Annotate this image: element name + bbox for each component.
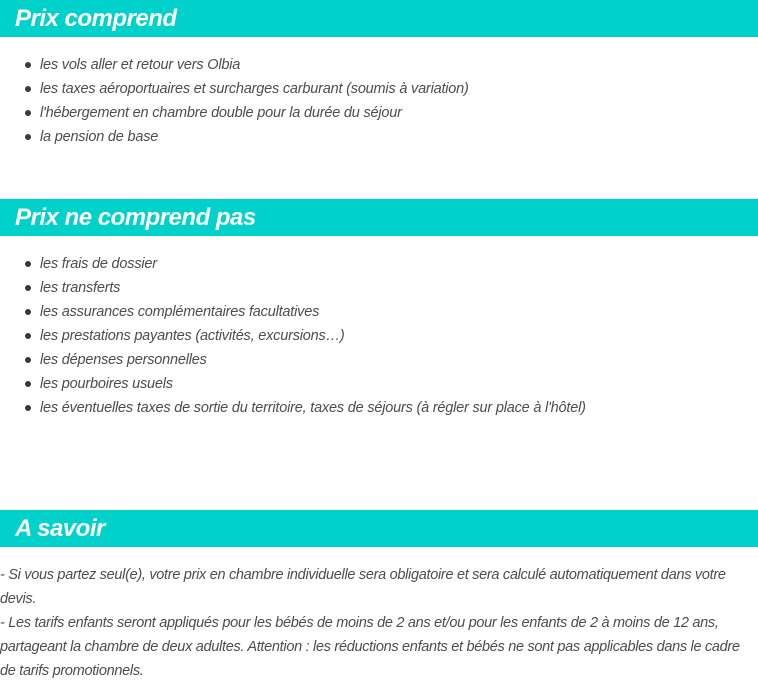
a-savoir-text: [0, 563, 758, 683]
bullet-icon: [25, 134, 31, 140]
bullet-icon: [25, 261, 31, 267]
bullet-icon: [25, 357, 31, 363]
section-header-prix-ne-comprend-pas: [0, 199, 758, 236]
bullet-icon: [25, 285, 31, 291]
list-item: l'hébergement en chambre double pour la durée du séjour: [0, 101, 469, 125]
note-paragraph: - Si vous partez seul(e), votre prix en chambre individuelle sera obligatoire et sera calculé automatiquement dans votre devis.: [0, 567, 726, 607]
bullet-icon: [25, 381, 31, 387]
list-item: les éventuelles taxes de sortie du territoire, taxes de séjours (à régler sur place à l'hôtel): [0, 396, 586, 420]
included-list: [0, 53, 469, 149]
section-title: Prix comprend: [15, 5, 177, 32]
bullet-icon: [25, 405, 31, 411]
section-title: Prix ne comprend pas: [15, 204, 256, 231]
bullet-icon: [25, 333, 31, 339]
list-item: la pension de base: [0, 125, 469, 149]
section-title: A savoir: [15, 515, 105, 542]
note-paragraph: - Les tarifs enfants seront appliqués pour les bébés de moins de 2 ans et/ou pour les enfants de 2 à moins de 12 ans, partageant la chambre de deux adultes. Attention : les réductions enfants et bébés ne sont pas applicables dans le cadre de tarifs promotionnels.: [0, 615, 740, 679]
bullet-icon: [25, 62, 31, 68]
section-header-prix-comprend: [0, 0, 758, 37]
list-item: les assurances complémentaires facultatives: [0, 300, 586, 324]
list-item: les taxes aéroportuaires et surcharges carburant (soumis à variation): [0, 77, 469, 101]
list-item: les dépenses personnelles: [0, 348, 586, 372]
excluded-list: [0, 252, 586, 420]
list-item: les pourboires usuels: [0, 372, 586, 396]
list-item: les frais de dossier: [0, 252, 586, 276]
list-item: les transferts: [0, 276, 586, 300]
bullet-icon: [25, 110, 31, 116]
list-item: les prestations payantes (activités, excursions…): [0, 324, 586, 348]
bullet-icon: [25, 86, 31, 92]
section-header-a-savoir: [0, 510, 758, 547]
bullet-icon: [25, 309, 31, 315]
list-item: les vols aller et retour vers Olbia: [0, 53, 469, 77]
